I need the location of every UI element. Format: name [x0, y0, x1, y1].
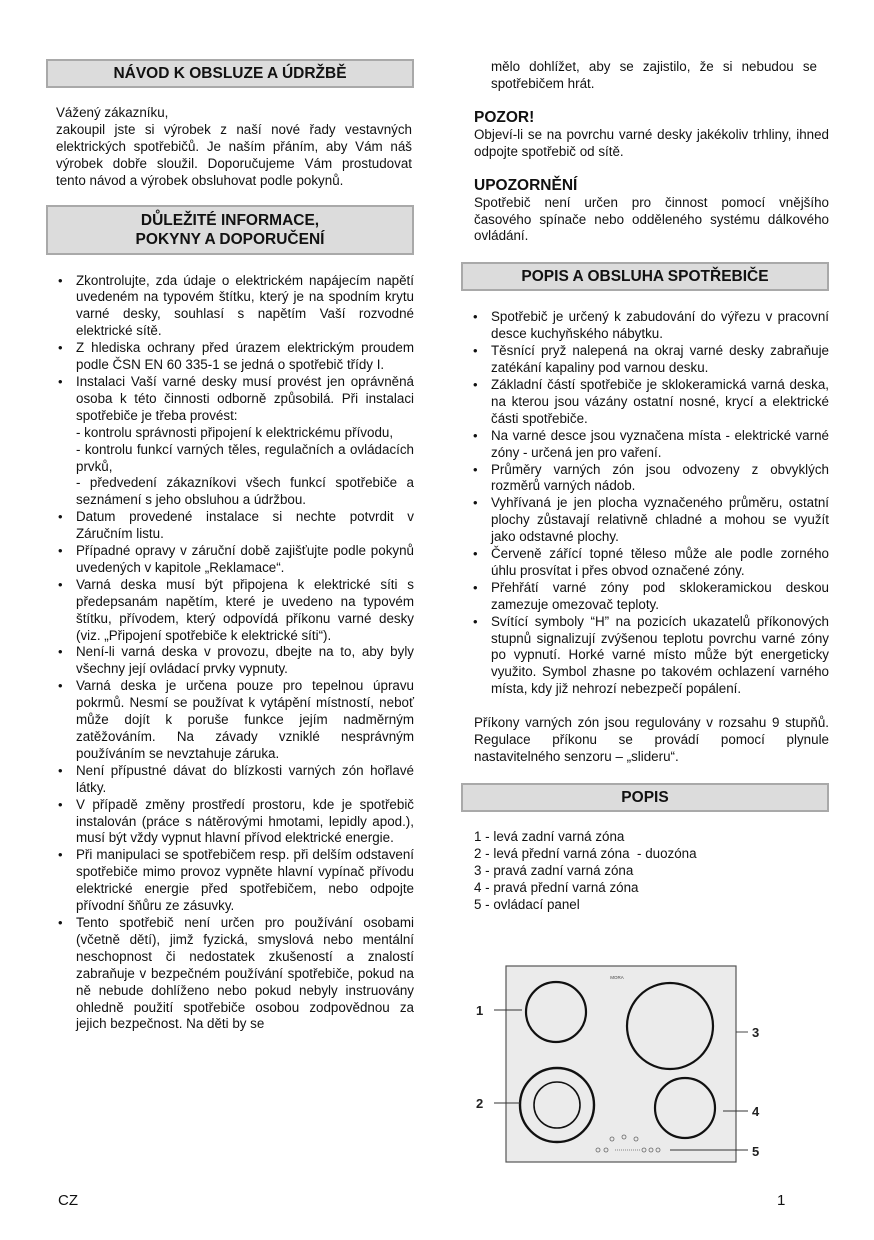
callout-2: 2: [476, 1096, 484, 1111]
list-item: • Vyhřívaná je jen plocha vyznačeného průměru, ostatní plochy zůstavají relativně chladné a mohou se využít jako odstavné plochy.: [471, 495, 829, 546]
warning-title-upozorneni: UPOZORNĚNÍ: [474, 176, 578, 194]
section-heading-appliance-description: POPIS A OBSLUHA SPOTŘEBIČE: [461, 262, 829, 291]
appliance-info-list: [461, 309, 829, 698]
list-item: • Přehřátí varné zóny pod sklokeramickou deskou zamezuje omezovač teploty.: [471, 580, 829, 614]
list-item: • Při manipulaci se spotřebičem resp. při delším odstavení spotřebiče mimo provoz vypněte hlavní vypínač přívodu elektrické energie před spotřebičem, nebo odpojte přívodní šňůru ze zásuvky.: [56, 847, 414, 915]
list-item: • Tento spotřebič není určen pro používání osobami (včetně dětí), jimž fyzická, smyslová nebo mentální neschopnost či nedostatek zkušeností a znalostí zabraňuje v bezpečném používání spotřebiče, pokud na ně nebude dohlíženo nebo pokud nebyly instruovány ohledně použití spotřebiče osobou zodpovědnou za jejich bezpečnost. Na děti by se: [56, 915, 414, 1033]
list-item: [56, 374, 414, 509]
list-item: • Svítící symboly “H” na pozicích ukazatelů příkonových stupnů signalizují zvýšenou teplotu povrchu varné zóny po vypnutí. Horké varné místo může být energeticky využito. Symbol zhasne po takovém ochlazení varného místa, kdy již nehrozí nebezpečí popálení.: [471, 614, 829, 699]
legend-item: 4 - pravá přední varná zóna: [474, 879, 639, 895]
power-regulation-note: Příkony varných zón jsou regulovány v rozsahu 9 stupňů. Regulace příkonu se provádí pomocí plynule nastavitelného senzoru – „slideru“.: [474, 715, 829, 764]
install-step: - kontrolu funkcí varných těles, regulačních a ovládacích prvků,: [76, 441, 414, 474]
warning-text-pozor: Objeví-li se na povrchu varné desky jakékoliv trhliny, ihned odpojte spotřebič od sítě.: [474, 126, 829, 159]
list-item: • Datum provedené instalace si nechte potvrdit v Záručním listu.: [56, 509, 414, 543]
callout-3: 3: [752, 1025, 760, 1040]
list-item: • Na varné desce jsou vyznačena místa - elektrické varné zóny - určená jen pro vaření.: [471, 428, 829, 462]
list-item: • V případě změny prostředí prostoru, kde je spotřebič instalován (práce s nátěrovými hmotami, lepidly apod.), musí být vždy vypnut hlavní přívod elektrické energie.: [56, 797, 414, 848]
list-item: • Varná deska musí být připojena k elektrické síti s předepsanám napětím, které je uvedeno na typovém štítku, přívodem, který odpovídá příkonu varné desky (viz. „Připojení spotřebiče k elektrické síti“).: [56, 577, 414, 645]
list-item: • Případné opravy v záruční době zajišťujte podle pokynů uvedených v kapitole „Reklamace“.: [56, 543, 414, 577]
section-heading-line-2: POKYNY A DOPORUČENÍ: [135, 230, 325, 248]
legend-item: 5 - ovládací panel: [474, 896, 580, 912]
callout-1: 1: [476, 1003, 484, 1018]
callout-5: 5: [752, 1144, 760, 1159]
section-heading-line-1: DŮLEŽITÉ INFORMACE,: [140, 211, 320, 229]
right-column: [461, 59, 829, 913]
page-number: 1: [777, 1192, 786, 1209]
diagram-legend: [461, 829, 829, 914]
list-item: • Zkontrolujte, zda údaje o elektrickém napájecím napětí uvedeném na typovém štítku, který je na spodním krytu varné desky, souhlasí s napětím Vaší rozvodné elektrické sítě.: [56, 273, 414, 341]
install-step: - předvedení zákazníkovi všech funkcí spotřebiče a seznámení s jeho obsluhou a údržbou.: [76, 475, 414, 508]
page-title: NÁVOD K OBSLUZE A ÚDRŽBĚ: [46, 59, 414, 88]
list-item: • Těsnící pryž nalepená na okraj varné desky zabraňuje zatékání kapaliny pod varnou desku.: [471, 343, 829, 377]
important-info-list: [46, 273, 414, 1034]
footer-language: CZ: [58, 1192, 78, 1209]
list-item: • Spotřebič je určený k zabudování do výřezu v pracovní desce kuchyňského nábytku.: [471, 309, 829, 343]
continuation-text: mělo dohlížet, aby se zajistilo, že si nebudou se spotřebičem hrát.: [491, 59, 817, 91]
list-item: • Není-li varná deska v provozu, dbejte na to, aby byly všechny její ovládací prvky vypnuty.: [56, 644, 414, 678]
list-item: • Není přípustné dávat do blízkosti varných zón hořlavé látky.: [56, 763, 414, 797]
cooktop-illustration: [470, 960, 780, 1165]
cooktop-diagram: [470, 960, 780, 1165]
install-step: - kontrolu správnosti připojení k elektrickému přívodu,: [76, 424, 394, 440]
section-heading-popis: POPIS: [461, 783, 829, 812]
install-intro: Instalaci Vaší varné desky musí provést jen oprávněná osoba k této činnosti odborně způsobilá. Při instalaci spotřebiče je třeba provést:: [76, 373, 414, 423]
legend-item: 2 - levá přední varná zóna - duozóna: [474, 845, 697, 861]
list-item: • Červeně zářící topné těleso může ale podle zorného úhlu prosvítat i přes obvod označené zóny.: [471, 546, 829, 580]
brand-logo: MORA: [610, 975, 624, 980]
list-item: • Základní částí spotřebiče je sklokeramická varná deska, na kterou jsou vázány ostatní nosné, krycí a elektrické části spotřebiče.: [471, 377, 829, 428]
intro-paragraph: zakoupil jste si výrobek z naší nové řady vestavných elektrických spotřebičů. Je naším přáním, aby Vám náš výrobek dobře sloužil. Doporučujeme Vám prostudovat tento návod a výrobek obsluhovat podle pokynů.: [56, 121, 412, 188]
legend-item: 3 - pravá zadní varná zóna: [474, 862, 634, 878]
legend-item: 1 - levá zadní varná zóna: [474, 828, 625, 844]
section-heading-important-info: [46, 205, 414, 255]
list-item: • Z hlediska ochrany před úrazem elektrickým proudem podle ČSN EN 60 335-1 se jedná o spotřebič třídy I.: [56, 340, 414, 374]
greeting: Vážený zákazníku,: [56, 105, 169, 120]
warning-text-upozorneni: Spotřebič není určen pro činnost pomocí vnějšího časového spínače nebo odděleného systému dálkového ovládání.: [474, 194, 829, 244]
list-item: • Průměry varných zón jsou odvozeny z obvyklých rozměrů varných nádob.: [471, 462, 829, 496]
left-column: [46, 59, 414, 1033]
callout-4: 4: [752, 1104, 760, 1119]
warning-title-pozor: POZOR!: [474, 108, 535, 126]
list-item: • Varná deska je určena pouze pro tepelnou úpravu pokrmů. Nesmí se používat k vytápění místností, neboť může dojít k poruše funkce jejím nadměrným zatěžováním. Na závady vzniklé nesprávným používáním se nevztahuje záruka.: [56, 678, 414, 763]
